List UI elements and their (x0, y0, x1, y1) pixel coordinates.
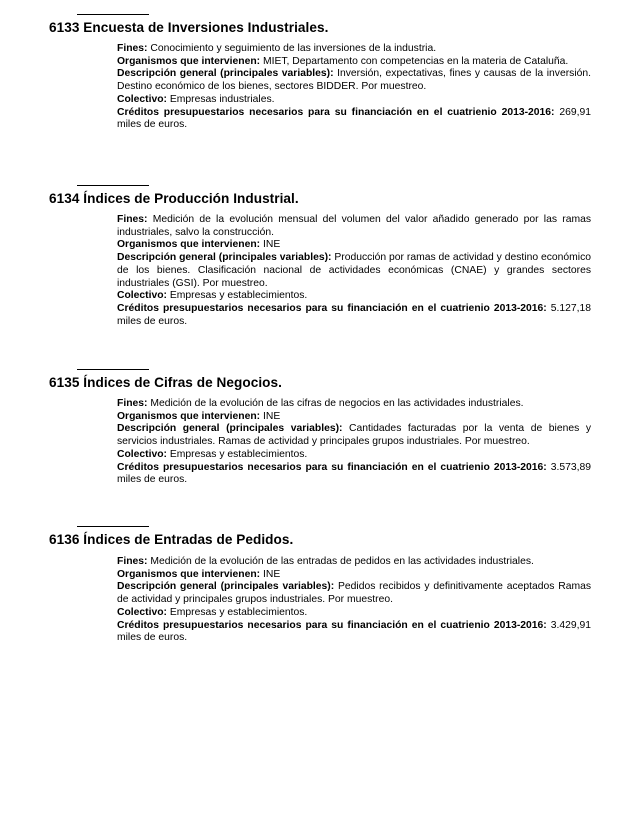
entry-number: 6134 (49, 191, 80, 206)
separator-rule (77, 369, 149, 370)
field-colectivo (117, 607, 591, 620)
field-creditos (117, 303, 591, 328)
field-label: Descripción general (principales variables): (117, 423, 343, 435)
field-fines (117, 398, 591, 411)
field-value: Conocimiento y seguimiento de las inversiones de la industria. (150, 43, 437, 54)
field-colectivo (117, 290, 591, 303)
field-label: Colectivo: (117, 448, 168, 460)
field-label: Organismos que intervienen: (117, 239, 261, 251)
field-organismos (117, 569, 591, 582)
field-label: Créditos presupuestarios necesarios para su financiación en el cuatrienio 2013-2016: (117, 106, 555, 118)
field-value: MIET, Departamento con competencias en la materia de Cataluña. (263, 55, 569, 67)
field-label: Descripción general (principales variables): (117, 581, 335, 593)
field-label: Organismos que intervienen: (117, 410, 261, 422)
field-descripcion (117, 423, 591, 448)
field-value: INE (263, 239, 281, 251)
field-value: 3.429,91 miles de euros. (117, 619, 591, 644)
field-creditos (117, 620, 591, 645)
field-value: Empresas y establecimientos. (169, 448, 308, 460)
field-descripcion (117, 581, 591, 606)
field-value: 5.127,18 miles de euros. (117, 302, 591, 327)
field-label: Descripción general (principales variables): (117, 68, 334, 80)
field-value: INE (263, 568, 281, 580)
field-value: Empresas y establecimientos. (169, 290, 308, 302)
field-label: Créditos presupuestarios necesarios para su financiación en el cuatrienio 2013-2016: (117, 461, 547, 473)
entry-number: 6135 (49, 375, 80, 390)
field-organismos (117, 411, 591, 424)
field-label: Descripción general (principales variables): (117, 252, 332, 264)
field-label: Créditos presupuestarios necesarios para su financiación en el cuatrienio 2013-2016: (117, 619, 547, 631)
entry-title (49, 20, 328, 35)
entry-body (117, 43, 591, 132)
entry-title-text: Índices de Producción Industrial. (83, 191, 299, 206)
field-value: Producción por ramas de actividad y destino económico de los bienes. Clasificación nacional de actividades económicas (CNAE) y grandes sectores industriales (GSI). Por muestreo. (117, 252, 591, 289)
field-value: Medición de la evolución mensual del volumen del valor añadido generado por las ramas industriales, salvo la construcción. (117, 214, 591, 238)
field-fines (117, 214, 591, 239)
field-value: INE (263, 410, 281, 422)
entry-body (117, 214, 591, 328)
field-value: Empresas industriales. (169, 93, 275, 105)
field-label: Fines: (117, 214, 148, 225)
field-value: Medición de la evolución de las entradas de pedidos en las actividades industriales. (150, 556, 534, 567)
separator-rule (77, 185, 149, 186)
field-label: Organismos que intervienen: (117, 55, 261, 67)
entry-body (117, 398, 591, 487)
field-label: Fines: (117, 398, 148, 409)
entry-title-text: Índices de Cifras de Negocios. (83, 375, 282, 390)
field-label: Créditos presupuestarios necesarios para su financiación en el cuatrienio 2013-2016: (117, 302, 547, 314)
entry-number: 6133 (49, 20, 80, 35)
field-organismos (117, 239, 591, 252)
field-value: Medición de la evolución de las cifras de negocios en las actividades industriales. (150, 398, 524, 409)
field-label: Organismos que intervienen: (117, 568, 261, 580)
field-organismos (117, 56, 591, 69)
field-fines (117, 43, 591, 56)
field-value: 3.573,89 miles de euros. (117, 461, 591, 486)
field-fines (117, 556, 591, 569)
field-value: 269,91 miles de euros. (117, 106, 591, 131)
field-creditos (117, 462, 591, 487)
field-value: Empresas y establecimientos. (169, 606, 308, 618)
field-value: Inversión, expectativas, fines y causas de la inversión. Destino económico de los bienes, sectores BIDDER. Por muestreo. (117, 68, 591, 93)
entry-title-text: Índices de Entradas de Pedidos. (83, 532, 294, 547)
field-creditos (117, 107, 591, 132)
field-value: Pedidos recibidos y definitivamente aceptados Ramas de actividad y principales grupos industriales. Por muestreo. (117, 581, 591, 606)
field-descripcion (117, 68, 591, 93)
separator-rule (77, 14, 149, 15)
separator-rule (77, 526, 149, 527)
entry-title (49, 375, 282, 390)
entry-title (49, 532, 293, 547)
field-label: Colectivo: (117, 606, 168, 618)
field-colectivo (117, 449, 591, 462)
entry-title-text: Encuesta de Inversiones Industriales. (83, 20, 329, 35)
entry-title (49, 191, 299, 206)
field-value: Cantidades facturadas por la venta de bienes y servicios industriales. Ramas de actividad y principales grupos industriales. Por muestreo. (117, 423, 591, 448)
field-label: Colectivo: (117, 290, 168, 302)
field-descripcion (117, 252, 591, 290)
field-label: Colectivo: (117, 93, 168, 105)
field-label: Fines: (117, 43, 148, 54)
entry-number: 6136 (49, 532, 80, 547)
entry-body (117, 556, 591, 645)
field-colectivo (117, 94, 591, 107)
field-label: Fines: (117, 556, 148, 567)
